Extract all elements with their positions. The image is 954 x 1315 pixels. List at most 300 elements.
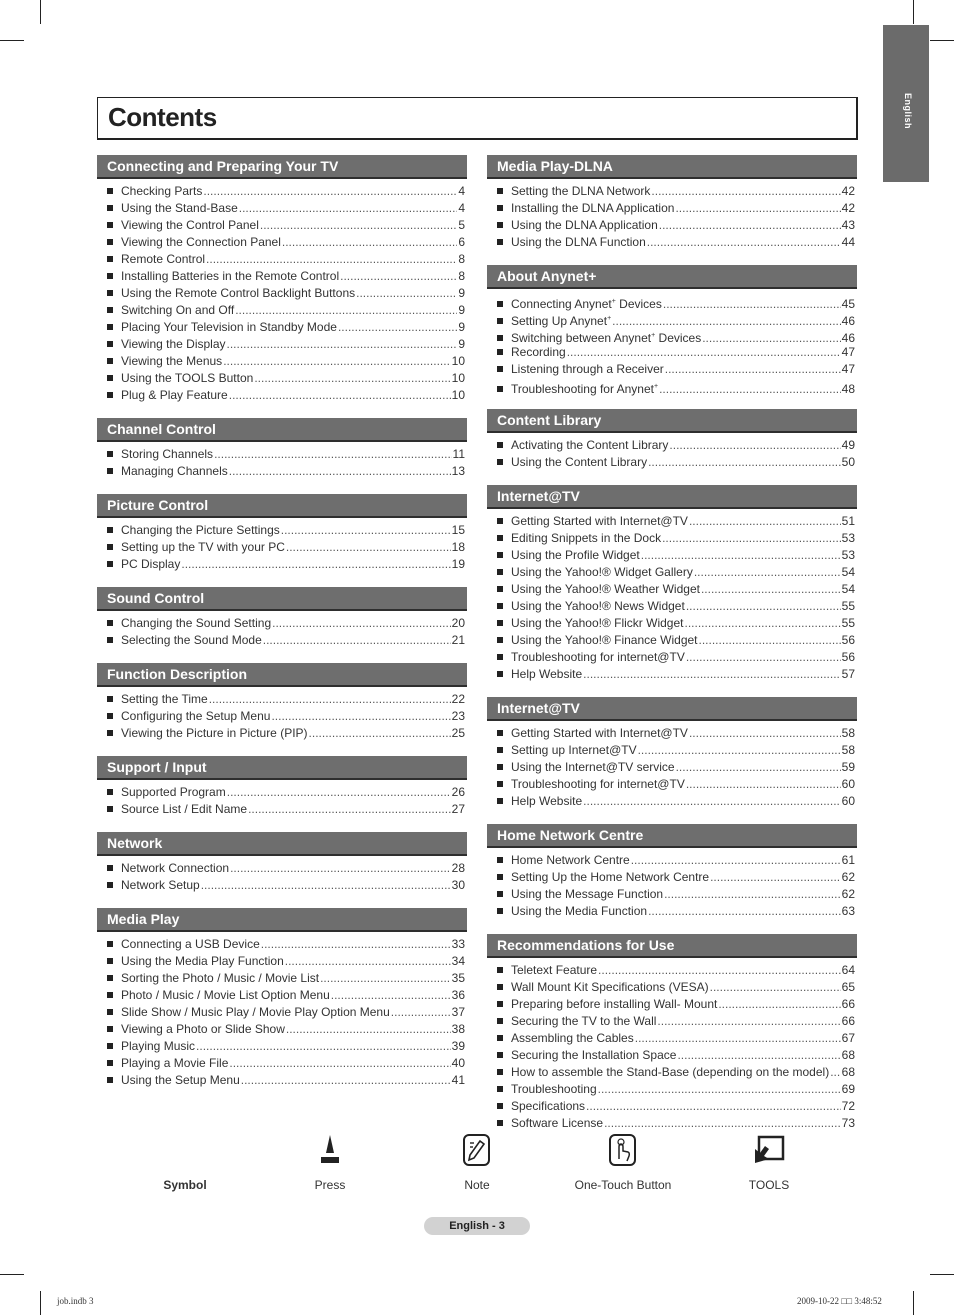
toc-entry-label: Troubleshooting (511, 1082, 597, 1096)
toc-entry (97, 387, 467, 404)
toc-entry-text (511, 1064, 829, 1081)
toc-entry-label: Connecting a USB Device (121, 937, 260, 951)
toc-entry-text (511, 547, 640, 564)
toc-entry-label: Troubleshooting for internet@TV (511, 650, 685, 664)
square-bullet-icon (107, 188, 113, 194)
toc-page-number: 44 (841, 235, 855, 249)
square-bullet-icon (497, 874, 503, 880)
toc-entry-label: Viewing the Picture in Picture (PIP) (121, 726, 308, 740)
toc-page-number: 25 (451, 726, 465, 740)
toc-entry (487, 793, 857, 810)
toc-entry-text (121, 251, 205, 268)
toc-entry-text (121, 936, 260, 953)
toc-entry (487, 666, 857, 683)
dot-leader (689, 513, 841, 530)
dot-leader (583, 666, 840, 683)
toc-entry-text (121, 522, 280, 539)
toc-entry-text (511, 1098, 585, 1115)
toc-page-number: 13 (451, 464, 465, 478)
toc-entry-text (121, 200, 238, 217)
dot-leader (203, 183, 457, 200)
toc-page-number: 46 (841, 331, 855, 345)
toc-entry (97, 200, 467, 217)
toc-entry (487, 378, 857, 395)
dot-leader (248, 801, 451, 818)
toc-section (487, 824, 857, 920)
square-bullet-icon (107, 1077, 113, 1083)
toc-entry-text (121, 860, 229, 877)
dot-leader (689, 725, 841, 742)
square-bullet-icon (107, 358, 113, 364)
toc-entry-text (511, 513, 688, 530)
toc-entry-label: PC Display (121, 557, 181, 571)
toc-page-number: 8 (458, 252, 465, 266)
square-bullet-icon (107, 975, 113, 981)
toc-entry-label: Selecting the Sound Mode (121, 633, 262, 647)
toc-page-number: 42 (841, 184, 855, 198)
toc-entry (487, 759, 857, 776)
toc-entry-text (511, 454, 647, 471)
square-bullet-icon (497, 671, 503, 677)
dot-leader (254, 370, 450, 387)
toc-entry-text (511, 1081, 597, 1098)
toc-entry-text (121, 1021, 285, 1038)
toc-entry (487, 310, 857, 327)
toc-page-number: 49 (841, 438, 855, 452)
toc-page-number: 53 (841, 531, 855, 545)
toc-entry (487, 649, 857, 666)
dot-leader (239, 200, 458, 217)
toc-entry-label: Editing Snippets in the Dock (511, 531, 662, 545)
toc-entry-text (121, 370, 253, 387)
section-header: Internet@TV (487, 485, 857, 509)
toc-entry-text (121, 463, 228, 480)
dot-leader (286, 1021, 451, 1038)
toc-entry-label: Teletext Feature (511, 963, 598, 977)
toc-entry-text (511, 649, 685, 666)
crop-mark (40, 1291, 41, 1315)
dot-leader (718, 996, 840, 1013)
toc-list (487, 293, 857, 395)
dot-leader (686, 649, 841, 666)
toc-entry (97, 336, 467, 353)
toc-entry (97, 725, 467, 742)
toc-list (97, 615, 467, 649)
toc-page-number: 8 (458, 269, 465, 283)
dot-leader (677, 1047, 840, 1064)
toc-list (487, 852, 857, 920)
toc-page-number: 57 (841, 667, 855, 681)
dot-leader (641, 547, 841, 564)
dot-leader (260, 217, 457, 234)
dot-leader (285, 953, 451, 970)
toc-entry (97, 268, 467, 285)
toc-entry (97, 302, 467, 319)
dot-leader (686, 776, 841, 793)
square-bullet-icon (107, 865, 113, 871)
toc-entry-label: Connecting Anynet (511, 297, 612, 311)
toc-entry-text (511, 183, 650, 200)
square-bullet-icon (497, 586, 503, 592)
section-header: Function Description (97, 663, 467, 687)
toc-entry (487, 1013, 857, 1030)
toc-entry-label: Slide Show / Music Play / Movie Play Option Menu (121, 1005, 390, 1019)
square-bullet-icon (497, 1069, 503, 1075)
toc-page-number: 26 (451, 785, 465, 799)
crop-mark (930, 1274, 954, 1275)
square-bullet-icon (497, 205, 503, 211)
toc-entry-label: Checking Parts (121, 184, 203, 198)
toc-entry-label: Setting the Time (121, 692, 208, 706)
toc-page-number: 62 (841, 887, 855, 901)
toc-page-number: 20 (451, 616, 465, 630)
toc-entry-label: Supported Program (121, 785, 226, 799)
dot-leader (567, 344, 841, 361)
toc-entry (487, 615, 857, 632)
toc-section (97, 418, 467, 480)
toc-entry-superscript: + (651, 332, 656, 339)
toc-page-number: 50 (841, 455, 855, 469)
dot-leader (699, 632, 841, 649)
toc-entry-text (511, 632, 698, 649)
square-bullet-icon (107, 958, 113, 964)
square-bullet-icon (497, 891, 503, 897)
file-info: job.indb 3 (57, 1296, 94, 1306)
toc-entry (487, 725, 857, 742)
toc-page-number: 43 (841, 218, 855, 232)
toc-entry-text (121, 877, 200, 894)
toc-list (97, 522, 467, 573)
toc-entry (97, 285, 467, 302)
toc-page-number: 60 (841, 777, 855, 791)
crop-mark (913, 0, 914, 24)
toc-entry-suffix: Devices (655, 331, 702, 345)
toc-entry-label: Managing Channels (121, 464, 228, 478)
toc-page-number: 4 (458, 201, 465, 215)
toc-entry-label: Recording (511, 345, 566, 359)
toc-entry-label: Wall Mount Kit Specifications (VESA) (511, 980, 709, 994)
toc-entry-text (511, 437, 668, 454)
dot-leader (659, 381, 841, 398)
dot-leader (586, 1098, 841, 1115)
toc-section (487, 485, 857, 683)
toc-entry-label: Using the Yahoo!® Weather Widget (511, 582, 700, 596)
toc-entry-text (121, 725, 308, 742)
toc-entry-text (511, 852, 630, 869)
toc-section (487, 409, 857, 471)
section-header: About Anynet+ (487, 265, 857, 289)
toc-entry-text (511, 530, 661, 547)
toc-list (97, 691, 467, 742)
crop-mark (40, 0, 41, 24)
toc-entry-text (511, 759, 675, 776)
toc-entry (97, 801, 467, 818)
dot-leader (331, 987, 451, 1004)
toc-page-number: 54 (841, 582, 855, 596)
toc-entry (97, 1038, 467, 1055)
toc-entry-label: Placing Your Television in Standby Mode (121, 320, 337, 334)
crop-mark (0, 1274, 24, 1275)
toc-page-number: 63 (841, 904, 855, 918)
toc-entry (487, 513, 857, 530)
square-bullet-icon (107, 696, 113, 702)
square-bullet-icon (497, 1035, 503, 1041)
dot-leader (830, 1064, 840, 1081)
toc-entry-text (511, 793, 582, 810)
dot-leader (209, 691, 451, 708)
toc-entry (97, 522, 467, 539)
toc-entry-label: Using the TOOLS Button (121, 371, 254, 385)
note-label: Note (464, 1178, 490, 1192)
toc-entry-label: Using the Media Function (511, 904, 648, 918)
toc-page-number: 46 (841, 314, 855, 328)
dot-leader (638, 742, 841, 759)
toc-entry (487, 996, 857, 1013)
toc-page-number: 66 (841, 1014, 855, 1028)
toc-page-number: 35 (451, 971, 465, 985)
dot-leader (684, 615, 840, 632)
toc-entry-label: Switching between Anynet (511, 331, 652, 345)
dot-leader (665, 361, 841, 378)
toc-list (487, 437, 857, 471)
toc-entry (487, 776, 857, 793)
toc-entry (487, 1081, 857, 1098)
toc-section (97, 756, 467, 818)
toc-entry-text (511, 996, 717, 1013)
square-bullet-icon (497, 1120, 503, 1126)
dot-leader (229, 463, 451, 480)
toc-entry-text (121, 217, 259, 234)
press-icon (318, 1133, 342, 1167)
toc-entry (97, 860, 467, 877)
toc-entry (487, 979, 857, 996)
toc-entry-label: Using the DLNA Application (511, 218, 658, 232)
toc-page-number: 38 (451, 1022, 465, 1036)
toc-entry (97, 1004, 467, 1021)
toc-page-number: 47 (841, 362, 855, 376)
toc-list (97, 784, 467, 818)
section-header: Sound Control (97, 587, 467, 611)
square-bullet-icon (107, 451, 113, 457)
toc-entry-label: Photo / Music / Movie List Option Menu (121, 988, 330, 1002)
square-bullet-icon (497, 366, 503, 372)
toc-entry (487, 327, 857, 344)
toc-entry (487, 547, 857, 564)
square-bullet-icon (107, 527, 113, 533)
dot-leader (598, 1081, 841, 1098)
toc-entry (487, 530, 857, 547)
square-bullet-icon (107, 544, 113, 550)
square-bullet-icon (107, 713, 113, 719)
dot-leader (701, 581, 841, 598)
square-bullet-icon (497, 335, 503, 341)
toc-page-number: 69 (841, 1082, 855, 1096)
toc-page-number: 37 (451, 1005, 465, 1019)
square-bullet-icon (497, 318, 503, 324)
toc-entry-text (121, 632, 262, 649)
toc-page-number: 56 (841, 650, 855, 664)
dot-leader (229, 1055, 450, 1072)
square-bullet-icon (497, 798, 503, 804)
one-touch-label: One-Touch Button (574, 1178, 672, 1192)
square-bullet-icon (497, 301, 503, 307)
section-header: Media Play-DLNA (487, 155, 857, 179)
toc-entry (487, 869, 857, 886)
toc-entry-label: Plug & Play Feature (121, 388, 228, 402)
toc-list (487, 183, 857, 251)
toc-entry (487, 344, 857, 361)
toc-entry-label: Playing Music (121, 1039, 196, 1053)
toc-entry (97, 1021, 467, 1038)
square-bullet-icon (497, 967, 503, 973)
dot-leader (320, 970, 451, 987)
square-bullet-icon (107, 307, 113, 313)
square-bullet-icon (107, 392, 113, 398)
dot-leader (227, 784, 451, 801)
toc-entry-text (121, 1038, 195, 1055)
toc-page-number: 10 (451, 354, 465, 368)
toc-entry (97, 556, 467, 573)
toc-page-number: 73 (841, 1116, 855, 1130)
toc-entry-label: Playing a Movie File (121, 1056, 229, 1070)
toc-entry (487, 361, 857, 378)
toc-page-number: 65 (841, 980, 855, 994)
toc-entry (97, 446, 467, 463)
toc-page-number: 53 (841, 548, 855, 562)
toc-entry-label: Troubleshooting for Anynet (511, 382, 654, 396)
section-header: Picture Control (97, 494, 467, 518)
dot-leader (181, 556, 450, 573)
toc-page-number: 39 (451, 1039, 465, 1053)
toc-entry (487, 1064, 857, 1081)
square-bullet-icon (497, 730, 503, 736)
toc-page-number: 59 (841, 760, 855, 774)
dot-leader (659, 217, 841, 234)
toc-entry (97, 463, 467, 480)
toc-page-number: 47 (841, 345, 855, 359)
square-bullet-icon (107, 290, 113, 296)
toc-entry-text (511, 1047, 676, 1064)
toc-entry (97, 691, 467, 708)
dot-leader (340, 268, 457, 285)
toc-entry-label: Remote Control (121, 252, 206, 266)
toc-entry (97, 353, 467, 370)
toc-entry-label: Getting Started with Internet@TV (511, 726, 688, 740)
toc-entry (487, 886, 857, 903)
toc-entry-label: Assembling the Cables (511, 1031, 634, 1045)
toc-entry-text (511, 962, 597, 979)
toc-entry-label: Using the Message Function (511, 887, 664, 901)
toc-entry-text (511, 742, 637, 759)
toc-page-number: 66 (841, 997, 855, 1011)
toc-entry-text (511, 1030, 634, 1047)
toc-entry-label: Setting Up Anynet (511, 314, 608, 328)
square-bullet-icon (497, 637, 503, 643)
dot-leader (675, 200, 840, 217)
toc-entry-label: Installing the DLNA Application (511, 201, 675, 215)
toc-entry (487, 581, 857, 598)
toc-entry (487, 742, 857, 759)
language-tab-label: English (903, 93, 913, 130)
toc-entry-label: Specifications (511, 1099, 586, 1113)
toc-page-number: 55 (841, 599, 855, 613)
toc-entry-label: Using the DLNA Function (511, 235, 646, 249)
toc-page-number: 15 (451, 523, 465, 537)
toc-entry (97, 539, 467, 556)
toc-page-number: 60 (841, 794, 855, 808)
toc-entry-label: Setting Up the Home Network Centre (511, 870, 710, 884)
square-bullet-icon (497, 239, 503, 245)
toc-entry-text (511, 598, 685, 615)
toc-page-number: 27 (451, 802, 465, 816)
one-touch-icon (608, 1133, 638, 1167)
toc-entry-text (121, 268, 339, 285)
toc-entry (487, 1098, 857, 1115)
square-bullet-icon (107, 205, 113, 211)
dot-leader (282, 234, 457, 251)
toc-entry-suffix: Devices (615, 297, 662, 311)
dot-leader (648, 903, 841, 920)
toc-list (97, 860, 467, 894)
toc-entry-text (121, 784, 226, 801)
square-bullet-icon (497, 1018, 503, 1024)
square-bullet-icon (107, 273, 113, 279)
dot-leader (235, 302, 457, 319)
tools-label: TOOLS (748, 1178, 790, 1192)
square-bullet-icon (497, 620, 503, 626)
square-bullet-icon (497, 349, 503, 355)
dot-leader (272, 615, 451, 632)
section-header: Connecting and Preparing Your TV (97, 155, 467, 179)
toc-page-number: 30 (451, 878, 465, 892)
toc-entry (97, 1055, 467, 1072)
toc-entry (487, 200, 857, 217)
toc-entry-text (511, 361, 664, 378)
toc-entry-label: Setting up Internet@TV (511, 743, 637, 757)
toc-section (97, 155, 467, 404)
square-bullet-icon (497, 654, 503, 660)
toc-section (487, 934, 857, 1132)
dot-leader (669, 437, 840, 454)
toc-entry-label: Securing the Installation Space (511, 1048, 677, 1062)
toc-entry-text (511, 615, 683, 632)
toc-page-number: 62 (841, 870, 855, 884)
tools-icon (751, 1133, 787, 1169)
dot-leader (281, 522, 451, 539)
toc-entry-text (121, 615, 271, 632)
toc-entry-text (121, 183, 202, 200)
dot-leader (635, 1030, 841, 1047)
toc-entry-label: Using the Remote Control Backlight Buttons (121, 286, 356, 300)
square-bullet-icon (107, 222, 113, 228)
square-bullet-icon (497, 984, 503, 990)
toc-entry-label: Configuring the Setup Menu (121, 709, 271, 723)
dot-leader (229, 387, 451, 404)
symbol-heading-label: Symbol (163, 1178, 207, 1192)
toc-page-number: 54 (841, 565, 855, 579)
toc-entry (487, 1030, 857, 1047)
section-header: Recommendations for Use (487, 934, 857, 958)
toc-page-number: 33 (451, 937, 465, 951)
square-bullet-icon (107, 1060, 113, 1066)
toc-page-number: 28 (451, 861, 465, 875)
toc-entry-label: Using the Yahoo!® News Widget (511, 599, 685, 613)
dot-leader (648, 454, 841, 471)
dot-leader (598, 962, 841, 979)
toc-entry-label: Viewing the Menus (121, 354, 223, 368)
toc-entry (97, 370, 467, 387)
toc-page-number: 19 (451, 557, 465, 571)
